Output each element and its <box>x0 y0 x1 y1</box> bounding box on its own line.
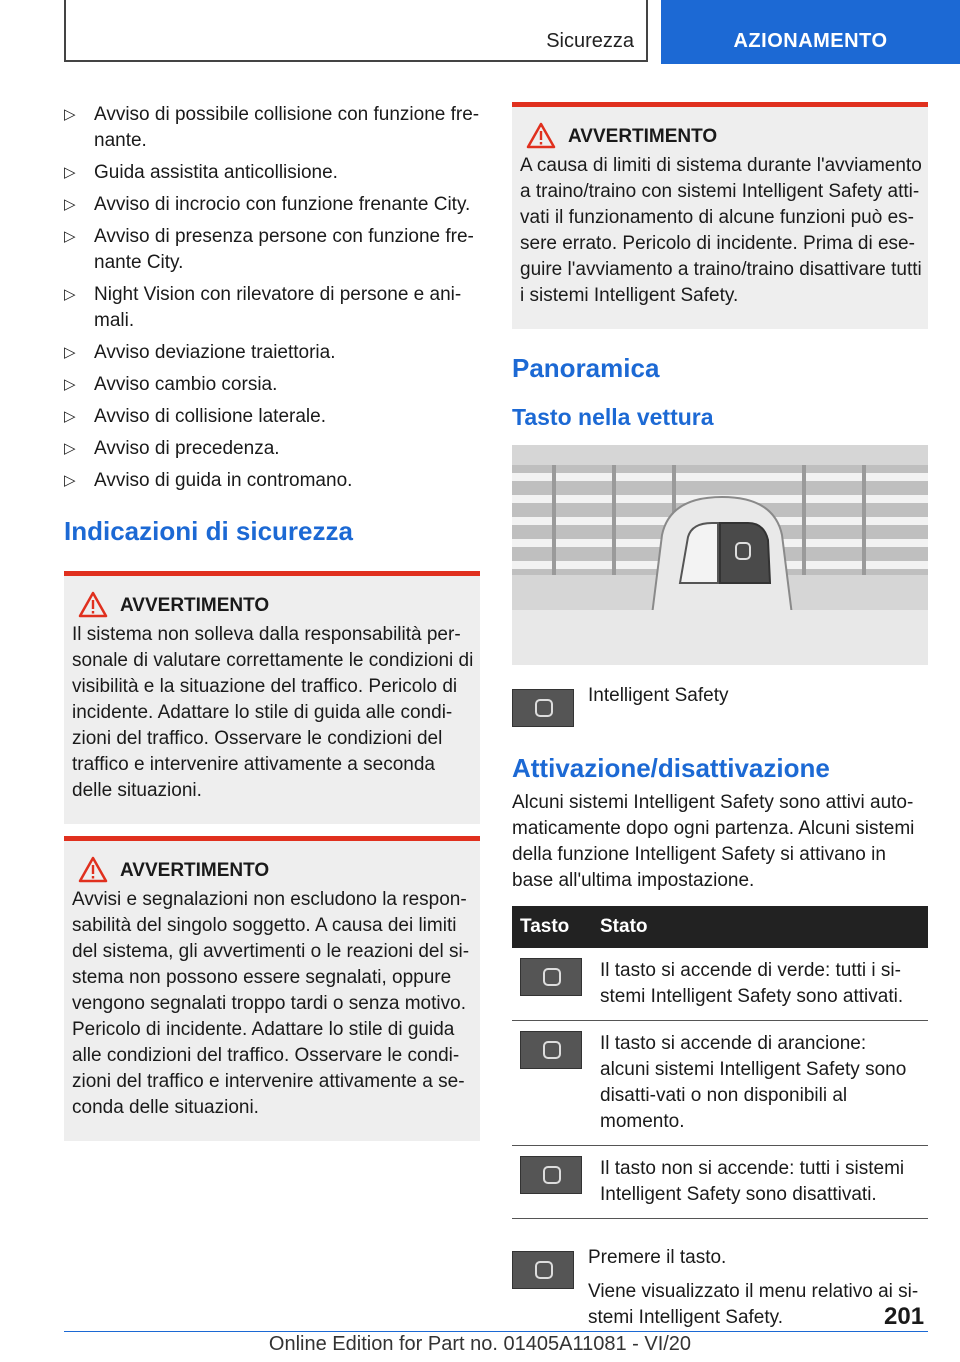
list-item: ▷ Avviso di presenza persone con funzione fre-nante City. <box>64 226 474 273</box>
vehicle-button-photo <box>512 445 928 665</box>
feature-list <box>64 102 480 494</box>
intelligent-safety-key-icon <box>512 1251 574 1289</box>
list-item: ▷ Avviso di collisione laterale. <box>64 404 480 430</box>
intelligent-safety-key-icon <box>512 689 574 727</box>
warning-text: A causa di limiti di sistema durante l'avviamento a traino/traino con sistemi Intelligent Safety atti-vati il funzionamento di alcune funzioni può es-sere errato. Pericolo di incidente. Prima di ese-guire l'avviamento a traino/traino disattivare tutti i sistemi Intelligent Safety. <box>520 155 922 306</box>
header-chapter-tab <box>661 0 960 64</box>
warning-title: AVVERTIMENTO <box>520 125 922 149</box>
warning-text: Il sistema non solleva dalla responsabilità per-sonale di valutare correttamente le condizioni di visibilità e la situazione del traffico. Pericolo di incidente. Adattare lo stile di guida alle condi-zioni del traffico. Osservare le condizioni del traffico e intervenire attivamente a seconda delle situazioni. <box>72 624 474 801</box>
table-row <box>512 948 928 1021</box>
press-instruction <box>512 1245 928 1331</box>
warning-triangle-icon <box>78 591 108 618</box>
triangle-bullet-icon: ▷ <box>64 228 76 245</box>
menu-text: Viene visualizzato il menu relativo ai si-stemi Intelligent Safety. <box>588 1281 919 1328</box>
status-table <box>512 906 928 1219</box>
warning-triangle-icon <box>526 122 556 149</box>
intelligent-safety-key-icon <box>520 1031 582 1069</box>
left-column <box>64 102 480 1141</box>
triangle-bullet-icon: ▷ <box>64 440 76 457</box>
key-caption-row <box>512 685 928 747</box>
triangle-bullet-icon: ▷ <box>64 106 76 123</box>
triangle-bullet-icon: ▷ <box>64 286 76 303</box>
footer-divider <box>64 1331 928 1332</box>
safety-heading: Indicazioni di sicurezza <box>64 516 353 546</box>
list-item: ▷ Avviso di possibile collisione con funzione fre-nante. <box>64 104 480 151</box>
column-header: Tasto <box>512 906 592 948</box>
list-item: ▷ Avviso di guida in contromano. <box>64 468 480 494</box>
table-cell: Il tasto non si accende: tutti i sistemi Intelligent Safety sono disattivati. <box>592 1146 928 1219</box>
edition-footer: Online Edition for Part no. 01405A11081 - VI/20 <box>268 1333 692 1355</box>
list-item: ▷ Guida assistita anticollisione. <box>64 160 480 186</box>
column-header: Stato <box>592 906 928 948</box>
list-item: ▷ Avviso deviazione traiettoria. <box>64 340 480 366</box>
warning-text: Avvisi e segnalazioni non escludono la respon-sabilità del singolo soggetto. A causa dei limiti del sistema, gli avvertimenti o le reazioni del si-stema non possono essere segnalati, oppure vengono segnalati troppo tardi o senza motivo. Pericolo di incidente. Adattare lo stile di guida alle condizioni del traffico. Osservare le condi-zioni del traffico e intervenire attivamente a se-conda delle situazioni. <box>72 889 470 1118</box>
overview-heading: Panoramica <box>512 353 660 383</box>
warning-title: AVVERTIMENTO <box>72 594 474 618</box>
list-item: ▷ Avviso cambio corsia. <box>64 372 480 398</box>
triangle-bullet-icon: ▷ <box>64 164 76 181</box>
table-cell: Il tasto si accende di verde: tutti i si-stemi Intelligent Safety sono attivati. <box>592 948 928 1021</box>
key-caption: Intelligent Safety <box>588 685 729 706</box>
header-section-tab <box>64 0 648 62</box>
triangle-bullet-icon: ▷ <box>64 408 76 425</box>
table-row <box>512 1146 928 1219</box>
button-heading: Tasto nella vettura <box>512 404 714 430</box>
triangle-bullet-icon: ▷ <box>64 376 76 393</box>
header-section-label: Sicurezza <box>546 30 634 52</box>
warning-triangle-icon <box>78 856 108 883</box>
table-header-row <box>512 906 928 948</box>
list-item: ▷ Avviso di incrocio con funzione frenante City. <box>64 192 480 218</box>
warning-box <box>512 102 928 329</box>
dashboard-vent-image <box>512 445 928 665</box>
warning-box <box>64 571 480 824</box>
intelligent-safety-key-icon <box>520 958 582 996</box>
warning-box <box>64 836 480 1141</box>
warning-title: AVVERTIMENTO <box>72 859 474 883</box>
table-row <box>512 1021 928 1146</box>
table-cell: Il tasto si accende di arancione: alcuni sistemi Intelligent Safety sono disatti-vati o non disponibili al momento. <box>592 1021 928 1146</box>
activation-text: Alcuni sistemi Intelligent Safety sono attivi auto-maticamente dopo ogni partenza. Alcuni sistemi della funzione Intelligent Safety si attivano in base all'ultima impostazione. <box>512 792 915 891</box>
list-item: ▷ Avviso di precedenza. <box>64 436 480 462</box>
triangle-bullet-icon: ▷ <box>64 344 76 361</box>
list-item: ▷ Night Vision con rilevatore di persone e ani-mali. <box>64 284 462 331</box>
intelligent-safety-key-icon <box>520 1156 582 1194</box>
press-text: Premere il tasto. <box>588 1247 727 1268</box>
page-number: 201 <box>884 1303 925 1330</box>
header-chapter-label: AZIONAMENTO <box>733 30 888 52</box>
triangle-bullet-icon: ▷ <box>64 472 76 489</box>
activation-heading: Attivazione/disattivazione <box>512 753 830 783</box>
right-column <box>512 102 928 1331</box>
triangle-bullet-icon: ▷ <box>64 196 76 213</box>
